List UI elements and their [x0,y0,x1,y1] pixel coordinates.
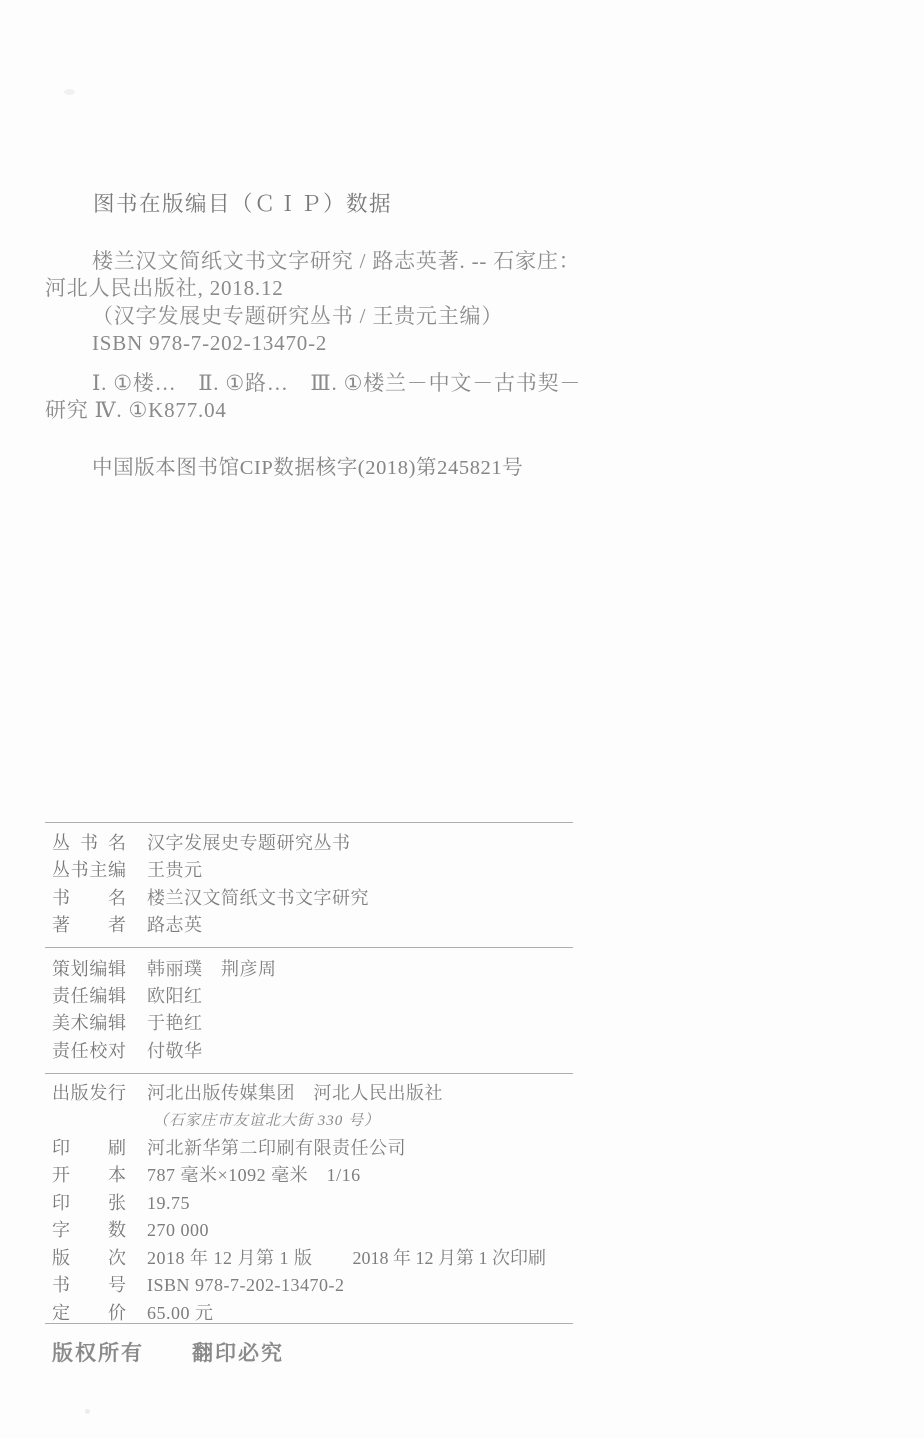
row-label: 印张 [52,1192,126,1213]
row-value-edition: 2018 年 12 月第 1 版 [147,1247,313,1268]
colophon-row [45,885,573,912]
row-label: 定价 [52,1302,126,1323]
colophon-row [45,1038,573,1065]
colophon-row [45,1010,573,1037]
colophon-row [45,1245,573,1272]
row-value: 付敬华 [147,1040,203,1061]
row-value: 河北新华第二印刷有限责任公司 [147,1138,406,1159]
colophon-row [45,1217,573,1244]
row-label: 开本 [52,1165,126,1186]
row-value: 787 毫米×1092 毫米 1/16 [147,1165,361,1186]
cip-series-line: （汉字发展史专题研究丛书 / 王贵元主编） [92,303,504,328]
colophon-row [45,1080,573,1107]
row-value: 欧阳红 [147,986,203,1007]
colophon-row [45,912,573,939]
row-label: 丛书名 [52,833,126,853]
row-label: 书号 [52,1275,126,1296]
row-value: 王贵元 [147,860,203,881]
row-value: 韩丽璞 荆彦周 [147,958,277,979]
row-label: 策划编辑 [52,958,126,979]
colophon-section-publication [45,1073,573,1332]
colophon-row [45,1190,573,1217]
colophon-row [45,1272,573,1299]
row-value: 270 000 [147,1220,209,1241]
row-label: 责任校对 [52,1040,126,1061]
colophon-row [45,857,573,884]
colophon-section-series [45,822,573,947]
row-label: 印刷 [52,1138,126,1159]
scan-artifact [64,89,75,95]
row-value: 河北出版传媒集团 河北人民出版社 [147,1083,443,1104]
row-label: 出版发行 [52,1083,126,1104]
colophon-table [45,822,573,1332]
cip-classification [45,370,665,425]
cip-class-line1: Ⅰ. ①楼… Ⅱ. ①路… Ⅲ. ①楼兰－中文－古书契－ [92,371,582,395]
row-value: ISBN 978-7-202-13470-2 [147,1275,345,1296]
row-value: 于艳红 [147,1013,203,1034]
cip-title-line: 楼兰汉文简纸文书文字研究 / 路志英著. -- 石家庄： [92,249,581,273]
colophon-row [45,956,573,983]
copyright-notice-right: 翻印必究 [192,1342,284,1365]
cip-publisher-line: 河北人民出版社, 2018.12 [45,276,284,301]
cip-isbn-line: ISBN 978-7-202-13470-2 [92,331,328,356]
row-value: 汉字发展史专题研究丛书 [147,833,351,853]
colophon-row [45,1135,573,1162]
row-label: 字数 [52,1220,126,1241]
row-label: 版次 [52,1247,126,1268]
copyright-notice-left: 版权所有 [52,1342,144,1365]
row-value: 路志英 [147,915,203,936]
row-value-printing: 2018 年 12 月第 1 次印刷 [352,1247,546,1268]
colophon-row [45,1162,573,1189]
copyright-notice [45,1323,573,1367]
cip-description-paragraph [45,248,665,358]
colophon-row [45,830,573,857]
cip-record-number: 中国版本图书馆CIP数据核字(2018)第245821号 [92,457,524,479]
cip-class-line2: 研究 Ⅳ. ①K877.04 [45,398,227,423]
colophon-row [45,983,573,1010]
row-label: 书名 [52,887,126,908]
colophon-row-address [45,1108,573,1135]
row-label: 丛书主编 [52,860,126,881]
row-label: 著者 [52,915,126,936]
row-label: 美术编辑 [52,1013,126,1034]
row-value: 19.75 [147,1192,190,1213]
row-value: 楼兰汉文简纸文书文字研究 [147,887,369,908]
row-value: 65.00 元 [147,1302,214,1323]
scan-artifact [85,1409,90,1414]
publisher-address: （石家庄市友谊北大街 330 号） [153,1112,381,1129]
row-label: 责任编辑 [52,986,126,1007]
cip-heading: 图书在版编目（ＣＩＰ）数据 [93,192,393,216]
colophon-section-editors [45,947,573,1074]
